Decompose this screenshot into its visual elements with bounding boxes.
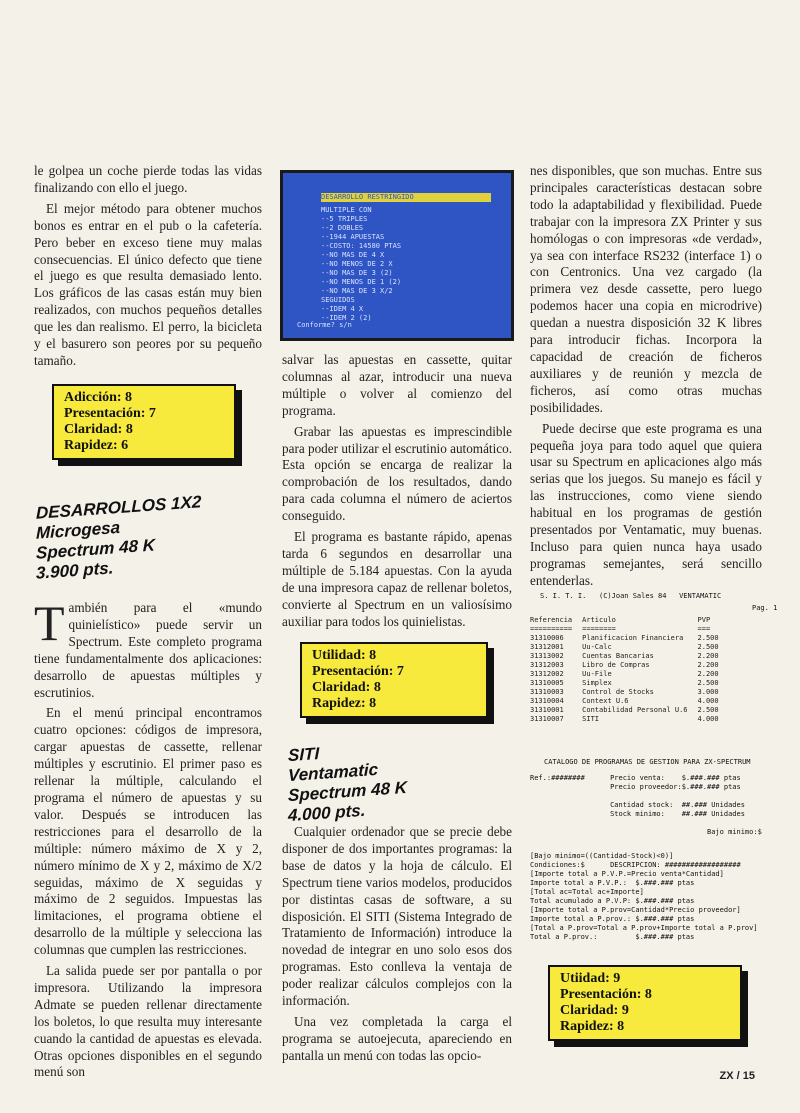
screen-header: DESARROLLO RESTRINGIDO: [321, 193, 491, 202]
printout-calc: [530, 852, 758, 942]
table-cell: 31310004: [530, 697, 564, 705]
screen-line: --NO MENOS DE 1 (2): [321, 278, 402, 286]
table-row: [530, 715, 729, 724]
spectrum-screenshot: [280, 170, 514, 341]
page-number: ZX / 15: [719, 1070, 755, 1082]
table-cell: 31310006: [530, 634, 564, 642]
printout-line: [Total ac=Total ac+Importe]: [530, 888, 644, 896]
table-row: [530, 679, 729, 688]
printout-form: [530, 774, 762, 837]
rating-line: Rapidez: 8: [560, 1019, 625, 1034]
table-row: [530, 706, 729, 715]
table-cell: 2.200: [697, 670, 719, 678]
table-cell: Simplex: [582, 679, 612, 687]
table-row: [530, 688, 729, 697]
printout-table: [530, 616, 729, 724]
screen-line: --NO MENOS DE 2 X: [321, 260, 393, 268]
paragraph: Una vez completada la carga el programa se autoejecuta, apareciendo en pantalla un menú con todas las opcio-: [282, 1013, 512, 1063]
table-cell: Libro de Compras: [582, 661, 650, 669]
table-header-row: [530, 616, 729, 625]
screen-line: --5 TRIPLES: [321, 215, 368, 223]
title-line: 4.000 pts.: [288, 800, 366, 826]
table-cell: 31312003: [530, 661, 564, 669]
table-cell: 31313002: [530, 652, 564, 660]
screen-line: --COSTO: 14580 PTAS: [321, 242, 402, 250]
title-line: Spectrum 48 K: [36, 535, 156, 563]
table-row: [530, 634, 729, 643]
table-row: [530, 643, 729, 652]
printout-line: Bajo minimo:$: [530, 828, 762, 836]
rating-line: Presentación: 7: [64, 406, 156, 421]
paragraph: Puede decirse que este programa es una pequeña joya para todo aquel que quiera usar su Spectrum en aplicaciones algo más serias que los juegos. Su manejo es fácil y las instrucciones, como viene siendo habitual en los programas de gestión presentados por Ventamatic, muy buenas. Incluso para quien nunca haya usado programas semejantes, será sencillo entenderlas.: [530, 420, 762, 588]
paragraph: El mejor método para obtener muchos bonos es entrar en el pub o la cafetería. Pero beber en exceso tiene muy malas consecuencias. El único defecto que tiene el juego es que resulta demasiado lento. Los gráficos de las casas están muy bien realizados, con muchos pequeños detalles que les dan realismo. El perro, la bicicleta y el basurero son peores por su pequeño tamaño.: [34, 200, 262, 368]
printout-line: Ref.:######## Precio venta: $.###.### ptas: [530, 774, 741, 782]
screen-line: --IDEM 4 X: [321, 305, 364, 313]
title-line: Spectrum 48 K: [288, 777, 408, 806]
table-cell: Contabilidad Personal U.6: [582, 706, 688, 714]
table-cell: 31312002: [530, 670, 564, 678]
column-2: [282, 352, 512, 635]
printout-line: Cantidad stock: ##.### Unidades: [530, 801, 745, 809]
rating-box-2: [300, 642, 488, 718]
table-row: [530, 661, 729, 670]
underline: ========: [582, 625, 616, 633]
table-cell: 31310003: [530, 688, 564, 696]
column-1-body: [34, 595, 262, 1085]
underline: ===: [697, 625, 711, 633]
paragraph: le golpea un coche pierde todas las vidas finalizando con ello el juego.: [34, 163, 262, 195]
paragraph: Grabar las apuestas es imprescindible para poder utilizar el escrutinio automático. Esta opción se encarga de realizar la comprobación de los resultados, dando para cada columna el número de aciertos conseguido.: [282, 423, 512, 524]
screen-line: --NO MAS DE 3 X/2: [321, 287, 393, 295]
rating-line: Presentación: 8: [560, 987, 652, 1002]
table-cell: Planificacion Financiera: [582, 634, 684, 642]
table-cell: 2.500: [697, 706, 719, 714]
column-header: Referencia: [530, 616, 573, 624]
review-title-1: [36, 492, 201, 584]
rating-line: Rapidez: 6: [64, 438, 129, 453]
table-cell: SITI: [582, 715, 600, 723]
table-row: [530, 697, 729, 706]
rating-line: Claridad: 8: [64, 422, 133, 437]
rating-line: Rapidez: 8: [312, 696, 377, 711]
printout-line: Importe total a P.prov.: $.###.### ptas: [530, 915, 695, 923]
printout-line: [Importe total a P.prov=Cantidad*Precio proveedor]: [530, 906, 741, 914]
table-cell: 2.500: [697, 643, 719, 651]
table-row: [530, 652, 729, 661]
printout-line: [530, 792, 762, 801]
rating-line: Claridad: 9: [560, 1003, 629, 1018]
table-cell: 3.000: [697, 688, 719, 696]
paragraph: En el menú principal encontramos cuatro opciones: códigos de impresora, cargar apuestas de cassette, rellenar múltiples y escrutinio. El primer paso es rellenar la múltiple, calculando el programa el número de apuestas y su valor. Después se introducen las restricciones para el desarrollo de la múltiple: número máximo de X y 2, número mínimo de X y 2, máximo de X/2 seguidas, máximo de X seguidas y máximo de 2 seguidos. Impuestas las limitaciones, el programa obtiene el desarrollo de la múltiple y selecciona las columnas que cumplen las restricciones.: [34, 705, 262, 958]
screen-line: MULTIPLE CON: [321, 206, 372, 214]
title-line: DESARROLLOS 1X2: [36, 492, 202, 523]
paragraph: Cualquier ordenador que se precie debe disponer de dos importantes programas: la base de datos y la hoja de cálculo. El Spectrum tiene varios modelos, producidos por distintas casas de software, a su disposición. El SITI (Sistema Integrado de Tratamiento de Información) introduce la novedad de integrar en uno solo esos dos programas. Esto conlleva la ventaja de poder realizar cálculos complejos con la información.: [282, 824, 512, 1009]
screen-line: --2 DOBLES: [321, 224, 364, 232]
screen-prompt: Conforme? s/n: [297, 321, 352, 329]
printout-page: Pag. 1: [752, 604, 778, 612]
printout-header: S. I. T. I. (C)Joan Sales 84 VENTAMATIC: [540, 592, 722, 600]
screen-line: --1944 APUESTAS: [321, 233, 385, 241]
column-1: [34, 163, 262, 374]
rating-line: Utilidad: 8: [312, 648, 377, 663]
printout-line: [Importe total a P.V.P.=Precio venta*Cantidad]: [530, 870, 724, 878]
table-cell: 2.500: [697, 679, 719, 687]
rating-box-3: [548, 965, 742, 1041]
paragraph: salvar las apuestas en cassette, quitar columnas al azar, introducir una nueva múltiple o volver al comienzo del programa.: [282, 352, 512, 418]
column-2-body: [282, 824, 512, 1069]
table-cell: 31312001: [530, 643, 564, 651]
paragraph: La salida puede ser por pantalla o por impresora. Utilizando la impresora Admate se pueden rellenar directamente los boletos, lo que resulta muy interesante cuando la cantidad de apuestas es elevada. Otras opciones disponibles en el segundo menú son: [34, 963, 262, 1080]
paragraph: nes disponibles, que son muchas. Entre sus principales características destacan sobre todo la adaptabilidad y flexibilidad. Puede trabajar con la impresora ZX Printer y sus homólogas o con impresoras «de verdad», ya sea con interface RS232 (interface 1) o con Centronics. Una vez cargado (la primera vez desde cassette, pero luego podemos hacer una copia en microdrive) quedan a nuestra disposición 32 K libres para introducir fichas. Incorpora la capacidad de creación de ficheros auxiliares y de reunión y mezcla de ficheros, así como otras muchas posibilidades.: [530, 163, 762, 415]
printout-line: Precio proveedor:$.###.### ptas: [530, 783, 741, 791]
rating-line: Utiidad: 9: [560, 971, 621, 986]
table-cell: 2.200: [697, 652, 719, 660]
printout-line: Condiciones:$ DESCRIPCION: ##################: [530, 861, 741, 869]
table-cell: 2.500: [697, 634, 719, 642]
rating-line: Presentación: 7: [312, 664, 404, 679]
screen-line: --NO MAS DE 3 (2): [321, 269, 393, 277]
table-cell: Uu-Calc: [582, 643, 612, 651]
column-header: PVP: [697, 616, 711, 624]
printout-line: [Total a P.prov=Total a P.prov+Importe total a P.prov]: [530, 924, 758, 932]
printout-line: Total acumulado a P.V.P: $.###.### ptas: [530, 897, 695, 905]
table-cell: Cuentas Bancarias: [582, 652, 654, 660]
paragraph: [34, 595, 262, 701]
printout-line: Total a P.prov.: $.###.### ptas: [530, 933, 695, 941]
paragraph: El programa es bastante rápido, apenas tarda 6 segundos en desarrollar una múltiple de 5.184 apuestas. Con la ayuda de una impresora capaz de rellenar boletos, convierte al Spectrum en un valiosísimo auxiliar para todos los quinielistas.: [282, 529, 512, 629]
review-title-2: [288, 738, 407, 826]
printout-line: Stock minimo: ##.### Unidades: [530, 810, 745, 818]
screen-line: SEGUIDOS: [321, 296, 355, 304]
column-3: [530, 163, 762, 594]
paragraph-text: ambién para el «mundo quinielístico» puede servir un Spectrum. Este completo programa tiene fundamentalmente dos aplicaciones: desarrollo de apuestas múltiples y escrutinios.: [34, 600, 262, 700]
title-line: Ventamatic: [288, 759, 379, 786]
table-underline-row: [530, 625, 729, 634]
printout-line: [530, 819, 762, 828]
title-line: 3.900 pts.: [36, 558, 114, 583]
column-header: Articulo: [582, 616, 616, 624]
table-row: [530, 670, 729, 679]
title-line: SITI: [288, 743, 320, 766]
table-cell: 2.200: [697, 661, 719, 669]
screen-line: --NO MAS DE 4 X: [321, 251, 385, 259]
screen-line: --IDEM 2 (2): [321, 314, 372, 322]
table-cell: Context U.6: [582, 697, 629, 705]
catalog-title: CATALOGO DE PROGRAMAS DE GESTION PARA ZX-SPECTRUM: [544, 758, 751, 766]
printout-line: Importe total a P.V.P.: $.###.### ptas: [530, 879, 695, 887]
table-cell: 31310005: [530, 679, 564, 687]
drop-cap: T: [34, 595, 65, 651]
table-cell: Uu-File: [582, 670, 612, 678]
table-cell: 31310001: [530, 706, 564, 714]
table-cell: 31310007: [530, 715, 564, 723]
title-line: Microgesa: [36, 517, 121, 543]
printout-line: [Bajo minimo=((Cantidad-Stock)<0)]: [530, 852, 674, 860]
table-cell: 4.000: [697, 715, 719, 723]
rating-line: Claridad: 8: [312, 680, 381, 695]
table-cell: Control de Stocks: [582, 688, 654, 696]
underline: ==========: [530, 625, 573, 633]
rating-line: Adicción: 8: [64, 390, 133, 405]
table-cell: 4.000: [697, 697, 719, 705]
rating-box-1: [52, 384, 236, 460]
